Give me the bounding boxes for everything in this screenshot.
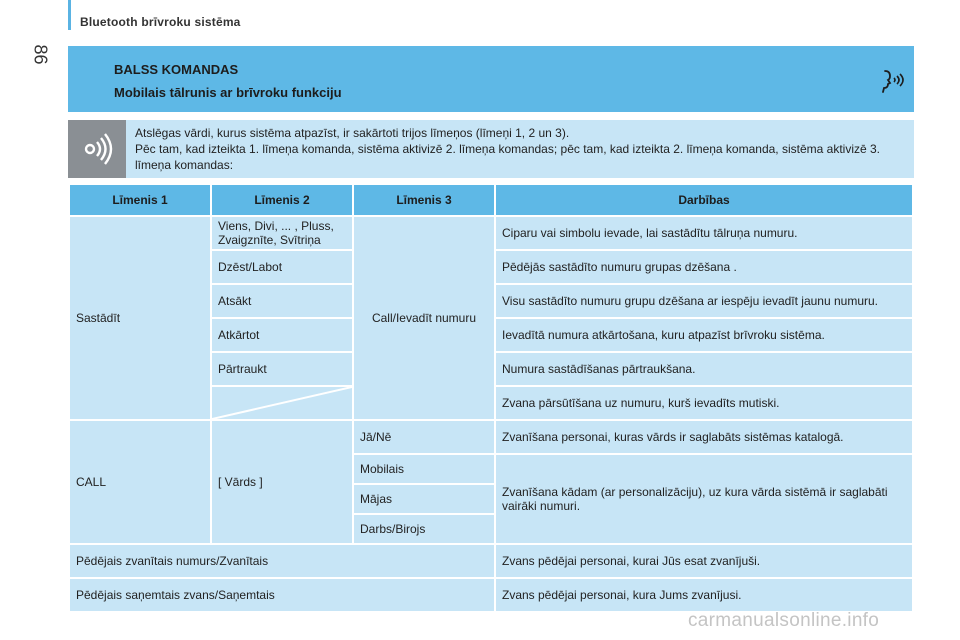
- cell-level3: Darbs/Birojs: [354, 515, 494, 543]
- cell-action: Zvans pēdējai personai, kurai Jūs esat zvanījuši.: [496, 545, 912, 577]
- table-row: [70, 545, 912, 577]
- cell-action: Visu sastādīto numuru grupu dzēšana ar iespēju ievadīt jaunu numuru.: [496, 285, 912, 317]
- cell-level2: Dzēst/Labot: [212, 251, 352, 283]
- voice-command-icon: [876, 64, 908, 96]
- table-row: [70, 421, 912, 453]
- cell-action: Numura sastādīšanas pārtraukšana.: [496, 353, 912, 385]
- intro-line-2: Pēc tam, kad izteikta 1. līmeņa komanda, sistēma aktivizē 2. līmeņa komandas; pēc tam, kad izteikta 2. līmeņa komanda, sistēma aktivizē 3. līmeņa komandas:: [135, 142, 881, 172]
- cell-level2-name: [ Vārds ]: [212, 421, 352, 543]
- header-level-3: Līmenis 3: [354, 185, 494, 215]
- cell-level1-sastadit: Sastādīt: [70, 217, 210, 419]
- section-side-bar: [68, 0, 71, 30]
- cell-level2: Viens, Divi, ... , Pluss, Zvaigznīte, Svītriņa: [212, 217, 352, 249]
- cell-action: Ievadītā numura atkārtošana, kuru atpazīst brīvroku sistēma.: [496, 319, 912, 351]
- cell-level2: Atkārtot: [212, 319, 352, 351]
- header-band: [68, 46, 914, 112]
- cell-level2: Pārtraukt: [212, 353, 352, 385]
- cell-level1-call: CALL: [70, 421, 210, 543]
- table-row: [70, 579, 912, 611]
- empty-cell-slash: [212, 387, 352, 419]
- header-subtitle: Mobilais tālrunis ar brīvroku funkciju: [114, 85, 342, 100]
- cell-action: Zvans pēdējai personai, kura Jums zvanījusi.: [496, 579, 912, 611]
- header-title: BALSS KOMANDAS: [114, 62, 239, 77]
- intro-text: [135, 125, 905, 173]
- header-actions: Darbības: [496, 185, 912, 215]
- cell-level3-call-number: Call/Ievadīt numuru: [354, 217, 494, 419]
- cell-level3: Mobilais: [354, 455, 494, 483]
- cell-action: Zvana pārsūtīšana uz numuru, kurš ievadīts mutiski.: [496, 387, 912, 419]
- header-level-1: Līmenis 1: [70, 185, 210, 215]
- cell-action: Ciparu vai simbolu ievade, lai sastādītu tālruņa numuru.: [496, 217, 912, 249]
- voice-commands-table: [68, 183, 914, 613]
- cell-action: Zvanīšana personai, kuras vārds ir saglabāts sistēmas katalogā.: [496, 421, 912, 453]
- cell-action-shared: Zvanīšana kādam (ar personalizāciju), uz kura vārda sistēmā ir saglabāti vairāki numuri.: [496, 455, 912, 543]
- footer-watermark: carmanualsonline.info: [688, 610, 880, 631]
- page-number: 86: [30, 44, 51, 65]
- header-level-2: Līmenis 2: [212, 185, 352, 215]
- cell-command-last-received: Pēdējais saņemtais zvans/Saņemtais: [70, 579, 494, 611]
- section-label: Bluetooth brīvroku sistēma: [80, 15, 241, 29]
- cell-level2-empty: [212, 387, 352, 419]
- intro-line-1: Atslēgas vārdi, kurus sistēma atpazīst, ir sakārtoti trijos līmeņos (līmeņi 1, 2 un 3).: [135, 126, 570, 140]
- cell-level3: Jā/Nē: [354, 421, 494, 453]
- cell-level2: Atsākt: [212, 285, 352, 317]
- cell-action: Pēdējās sastādīto numuru grupas dzēšana .: [496, 251, 912, 283]
- speaker-sound-icon: [68, 120, 126, 178]
- cell-command-last-called: Pēdējais zvanītais numurs/Zvanītais: [70, 545, 494, 577]
- table-row: [70, 217, 912, 249]
- intro-icon-box: [68, 120, 126, 178]
- cell-level3: Mājas: [354, 485, 494, 513]
